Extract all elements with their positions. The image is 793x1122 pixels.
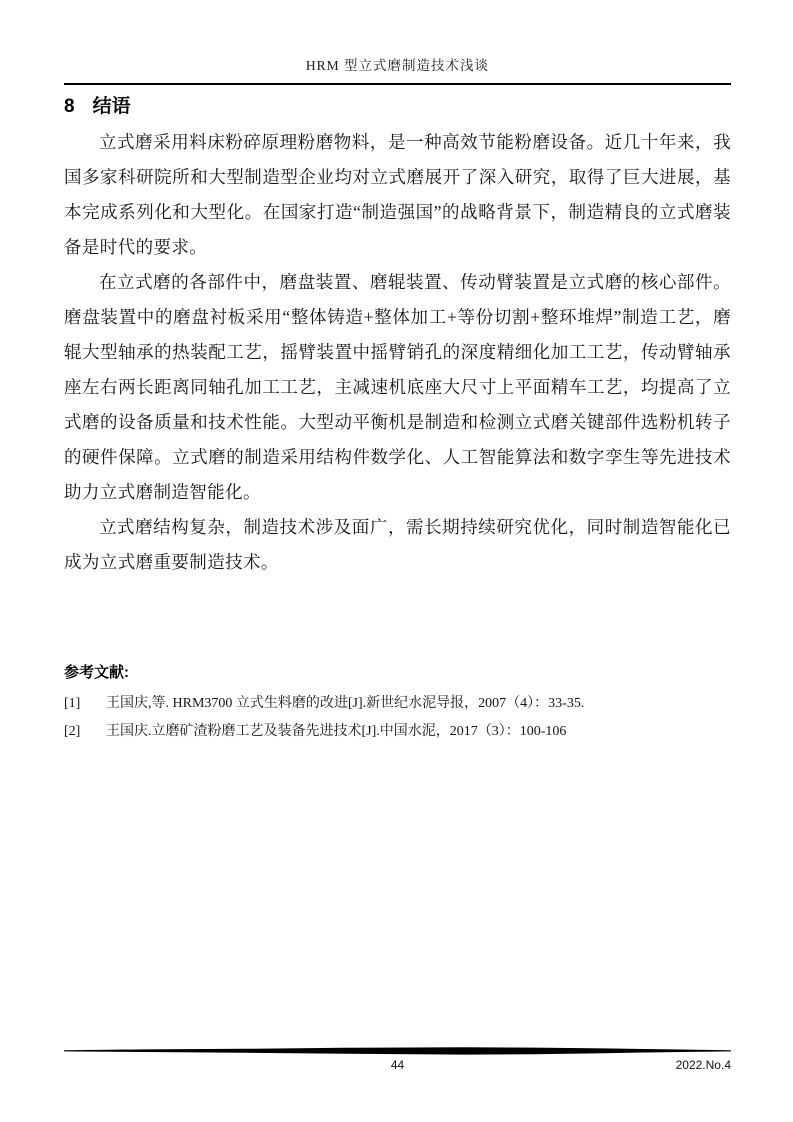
section-title: 结语	[92, 96, 131, 117]
references-list	[64, 690, 731, 746]
references-section	[64, 662, 731, 746]
reference-text: 王国庆.立磨矿渣粉磨工艺及装备先进技术[J].中国水泥，2017（3）：100-106	[106, 724, 567, 739]
footer-rule	[64, 1046, 731, 1056]
reference-index: [2]	[64, 724, 81, 739]
running-header-title: HRM 型立式磨制造技术浅谈	[305, 58, 490, 73]
section-heading	[64, 93, 731, 121]
references-heading: 参考文献:	[64, 664, 129, 681]
paragraph: 立式磨采用料床粉碎原理粉磨物料，是一种高效节能粉磨设备。近几十年来，我国多家科研院所和大型制造型企业均对立式磨展开了深入研究，取得了巨大进展，基本完成系列化和大型化。在国家打造“制造强国”的战略背景下，制造精良的立式磨装备是时代的要求。	[64, 132, 731, 257]
footer-issue-label: 2022.No.4	[675, 1058, 731, 1072]
header-rule	[64, 83, 731, 85]
reference-item	[64, 690, 731, 718]
paragraph: 立式磨结构复杂，制造技术涉及面广，需长期持续研究优化，同时制造智能化已成为立式磨重要制造技术。	[64, 517, 731, 572]
page-footer	[64, 1046, 731, 1073]
paragraph: 在立式磨的各部件中，磨盘装置、磨辊装置、传动臂装置是立式磨的核心部件。磨盘装置中的磨盘衬板采用“整体铸造+整体加工+等份切割+整环堆焊”制造工艺，磨辊大型轴承的热装配工艺，摇臂装置中摇臂销孔的深度精细化加工工艺，传动臂轴承座左右两长距离同轴孔加工工艺，主减速机底座大尺寸上平面精车工艺，均提高了立式磨的设备质量和技术性能。大型动平衡机是制造和检测立式磨关键部件选粉机转子的硬件保障。立式磨的制造采用结构件数学化、人工智能算法和数字孪生等先进技术助力立式磨制造智能化。	[64, 272, 731, 502]
footer-text-row	[64, 1057, 731, 1073]
footer-page-number: 44	[390, 1058, 405, 1072]
reference-item	[64, 718, 731, 746]
reference-index: [1]	[64, 696, 81, 711]
section-number: 8	[64, 96, 75, 117]
reference-text: 王国庆,等. HRM3700 立式生料磨的改进[J].新世纪水泥导报，2007（4）：33-35.	[106, 696, 585, 711]
body-text	[64, 125, 731, 580]
